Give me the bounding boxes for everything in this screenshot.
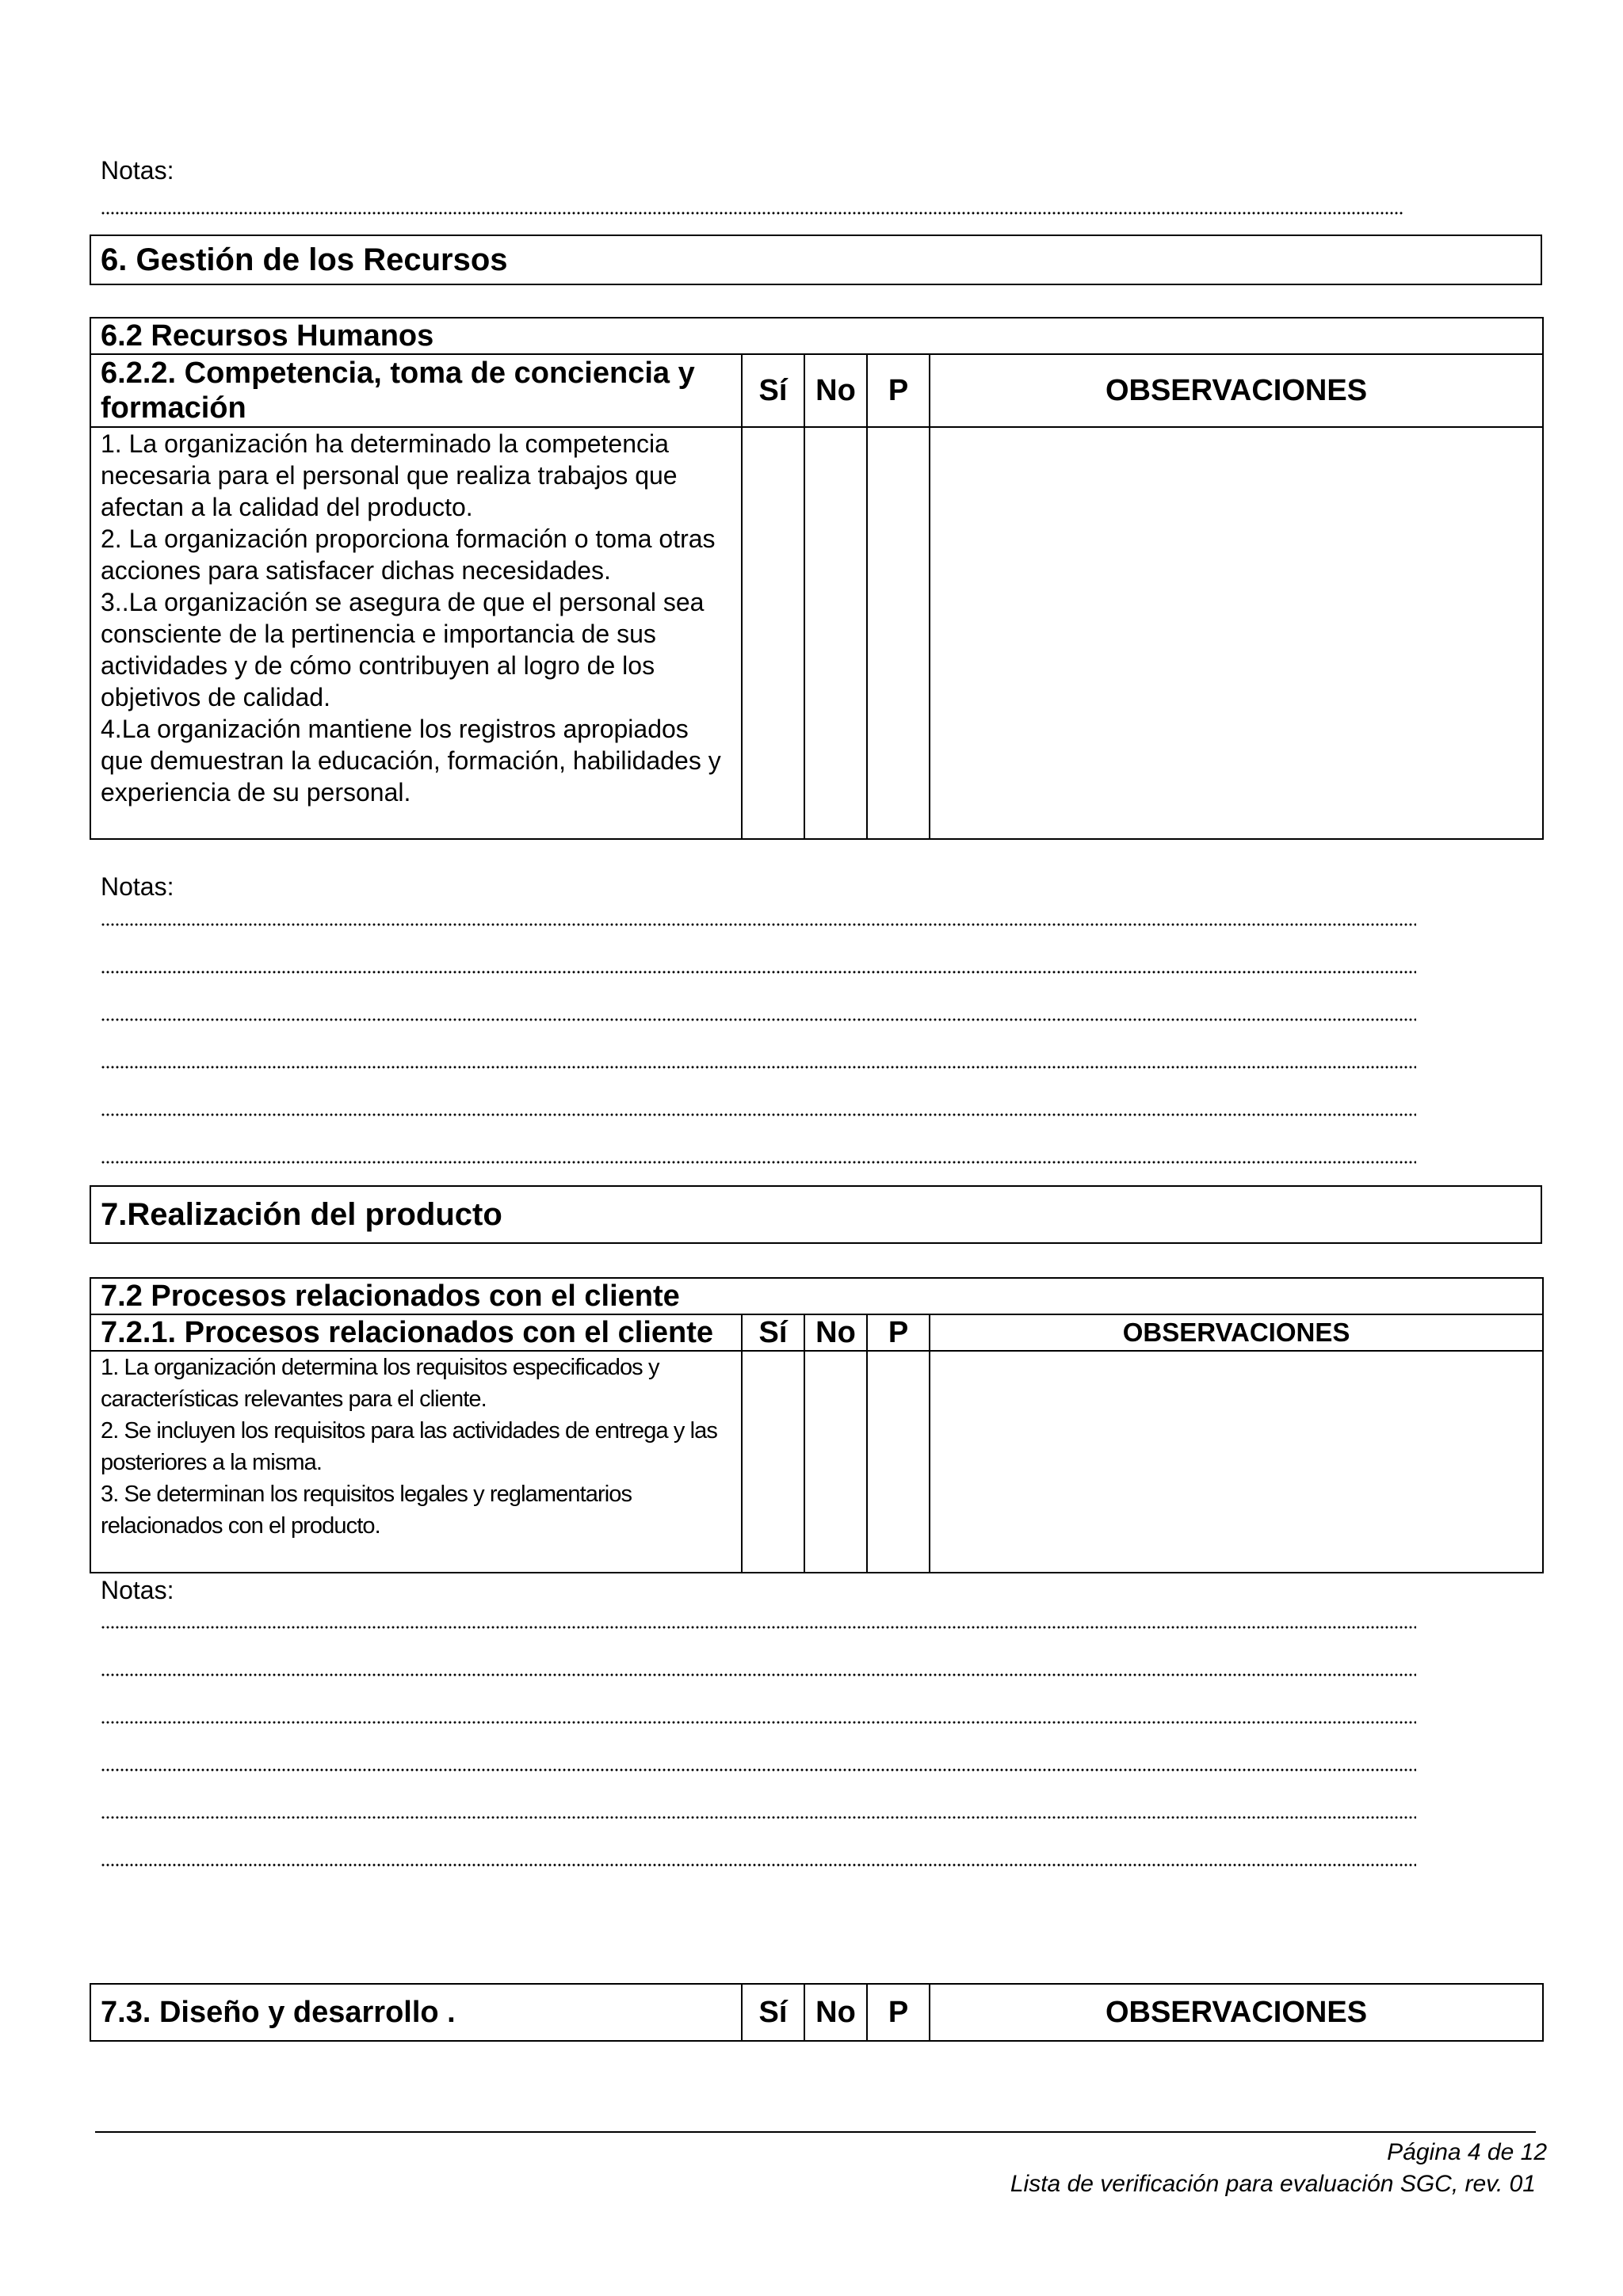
notes-label-6-2: Notas: — [101, 872, 174, 901]
col-observaciones-header: OBSERVACIONES — [930, 1314, 1543, 1351]
list-item: 1. La organización ha determinado la competencia necesaria para el personal que realiza trabajos que afectan a la calidad del producto. — [101, 429, 678, 521]
col-observaciones-header: OBSERVACIONES — [930, 1984, 1543, 2041]
section-7-title: 7.Realización del producto — [90, 1185, 1542, 1244]
observaciones-cell[interactable] — [930, 427, 1543, 839]
col-si-header: Sí — [742, 354, 804, 427]
table-6-2-items — [90, 427, 742, 839]
footer-page-number: Página 4 de 12 — [1387, 2139, 1547, 2165]
notes-label-7-2: Notas: — [101, 1576, 174, 1604]
table-6-2 — [90, 317, 1544, 840]
si-cell[interactable] — [742, 1351, 804, 1573]
table-7-2-subsection: 7.2.1. Procesos relacionados con el cliente — [90, 1314, 742, 1351]
table-7-2-group-title: 7.2 Procesos relacionados con el cliente — [90, 1278, 1543, 1314]
list-item: 3..La organización se asegura de que el personal sea consciente de la pertinencia e importancia de sus actividades y de cómo contribuyen al logro de los objetivos de calidad. — [101, 588, 705, 711]
table-7-3-subsection: 7.3. Diseño y desarrollo . — [90, 1984, 742, 2041]
table-6-2-group-title: 6.2 Recursos Humanos — [90, 318, 1543, 354]
table-6-2-subsection: 6.2.2. Competencia, toma de conciencia y formación — [90, 354, 742, 427]
notes-line — [101, 1066, 1416, 1069]
col-p-header: P — [867, 1314, 930, 1351]
table-7-2 — [90, 1277, 1544, 1573]
section-6-title: 6. Gestión de los Recursos — [90, 235, 1542, 285]
notes-line — [101, 971, 1416, 974]
notes-line — [101, 1768, 1416, 1772]
notes-line — [101, 1113, 1416, 1116]
p-cell[interactable] — [867, 427, 930, 839]
list-item: 2. La organización proporciona formación o toma otras acciones para satisfacer dichas necesidades. — [101, 524, 716, 585]
notes-line — [101, 1018, 1416, 1021]
notes-line — [101, 1721, 1416, 1724]
table-7-3 — [90, 1983, 1544, 2042]
notes-line — [101, 1673, 1416, 1676]
col-no-header: No — [804, 1984, 867, 2041]
table-7-2-items — [90, 1351, 742, 1573]
observaciones-cell[interactable] — [930, 1351, 1543, 1573]
notes-line — [101, 212, 1404, 215]
col-si-header: Sí — [742, 1314, 804, 1351]
notes-line — [101, 1626, 1416, 1629]
col-p-header: P — [867, 1984, 930, 2041]
notes-line — [101, 1863, 1416, 1867]
notes-label-top: Notas: — [101, 156, 174, 185]
col-p-header: P — [867, 354, 930, 427]
col-no-header: No — [804, 1314, 867, 1351]
footer-document-title: Lista de verificación para evaluación SGC, rev. 01 — [1010, 2171, 1536, 2197]
list-item: 4.La organización mantiene los registros apropiados que demuestran la educación, formación, habilidades y experiencia de su personal. — [101, 715, 721, 807]
no-cell[interactable] — [804, 427, 867, 839]
list-item: 1. La organización determina los requisitos especificados y características relevantes para el cliente. — [101, 1355, 659, 1412]
footer-divider — [95, 2131, 1536, 2133]
notes-line — [101, 923, 1416, 926]
list-item: 3. Se determinan los requisitos legales y reglamentarios relacionados con el producto. — [101, 1482, 632, 1539]
col-si-header: Sí — [742, 1984, 804, 2041]
notes-line — [101, 1816, 1416, 1819]
no-cell[interactable] — [804, 1351, 867, 1573]
list-item: 2. Se incluyen los requisitos para las actividades de entrega y las posteriores a la misma. — [101, 1418, 717, 1475]
col-no-header: No — [804, 354, 867, 427]
notes-line — [101, 1161, 1416, 1164]
p-cell[interactable] — [867, 1351, 930, 1573]
col-observaciones-header: OBSERVACIONES — [930, 354, 1543, 427]
si-cell[interactable] — [742, 427, 804, 839]
